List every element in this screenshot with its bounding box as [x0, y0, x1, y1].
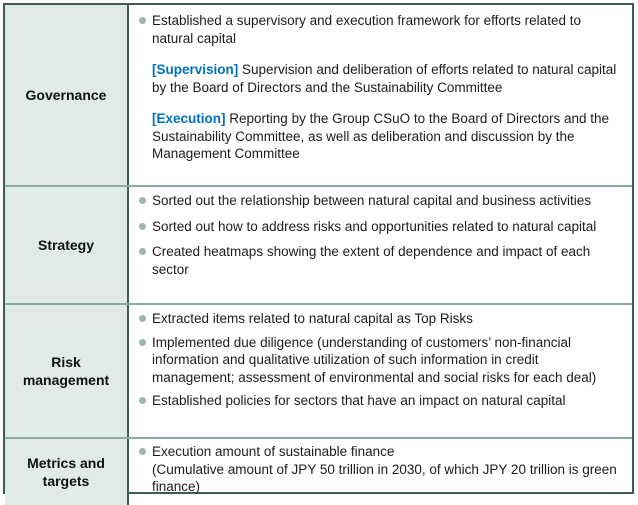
- bullet-icon: [139, 197, 146, 204]
- table-row-governance: [5, 5, 632, 185]
- table-row-risk-management: [5, 303, 632, 437]
- list-item: [135, 443, 624, 496]
- list-item: [135, 218, 624, 236]
- risk-management-content: [129, 305, 632, 437]
- list-item-text: Implemented due diligence (understanding of customers’ non-financial information and qualitative utilization of such information in credit management; assessment of environmental and social risks for each deal): [152, 334, 597, 385]
- row-header-governance: Governance: [5, 5, 129, 185]
- list-item: [135, 310, 624, 328]
- list-item: [135, 192, 624, 210]
- governance-content: [129, 5, 632, 185]
- disclosure-framework-table: [3, 3, 634, 494]
- list-item-text: Established a supervisory and execution framework for efforts related to natural capital: [152, 13, 581, 46]
- execution-text: Reporting by the Group CSuO to the Board of Directors and the Sustainability Committee, as well as deliberation and discussion by the Management Committee: [152, 111, 609, 161]
- table-row-metrics-and-targets: [5, 437, 632, 505]
- bullet-icon: [139, 397, 146, 404]
- row-header-risk-management: Risk management: [5, 305, 129, 437]
- list-item: [135, 12, 624, 47]
- bullet-icon: [139, 17, 146, 24]
- list-item-sub-text: (Cumulative amount of JPY 50 trillion in 2030, of which JPY 20 trillion is green finance): [152, 461, 617, 494]
- list-item: [135, 334, 624, 387]
- list-item-text: Established policies for sectors that have an impact on natural capital: [152, 393, 566, 408]
- list-item: [135, 243, 624, 278]
- list-item-main-text: Execution amount of sustainable finance: [152, 444, 395, 459]
- list-item-text: Sorted out the relationship between natural capital and business activities: [152, 193, 592, 208]
- supervision-text: Supervision and deliberation of efforts related to natural capital by the Board of Directors and the Sustainability Committee: [152, 62, 617, 95]
- strategy-content: [129, 187, 632, 303]
- supervision-tag: [Supervision]: [152, 62, 239, 77]
- bullet-icon: [139, 339, 146, 346]
- row-header-strategy: Strategy: [5, 187, 129, 303]
- list-item: [135, 392, 624, 410]
- list-item-text: Sorted out how to address risks and opportunities related to natural capital: [152, 218, 597, 234]
- execution-tag: [Execution]: [152, 111, 226, 126]
- table-row-strategy: [5, 185, 632, 303]
- bullet-icon: [139, 223, 146, 230]
- list-item-text: [152, 443, 624, 496]
- list-item-text: Created heatmaps showing the extent of dependence and impact of each sector: [152, 244, 591, 277]
- execution-paragraph: [152, 110, 624, 163]
- list-item-text: Extracted items related to natural capital as Top Risks: [152, 311, 473, 326]
- row-header-metrics-and-targets: Metrics and targets: [5, 439, 129, 505]
- bullet-icon: [139, 315, 146, 322]
- supervision-paragraph: [152, 61, 624, 96]
- bullet-icon: [139, 248, 146, 255]
- bullet-icon: [139, 448, 146, 455]
- metrics-and-targets-content: [129, 439, 632, 505]
